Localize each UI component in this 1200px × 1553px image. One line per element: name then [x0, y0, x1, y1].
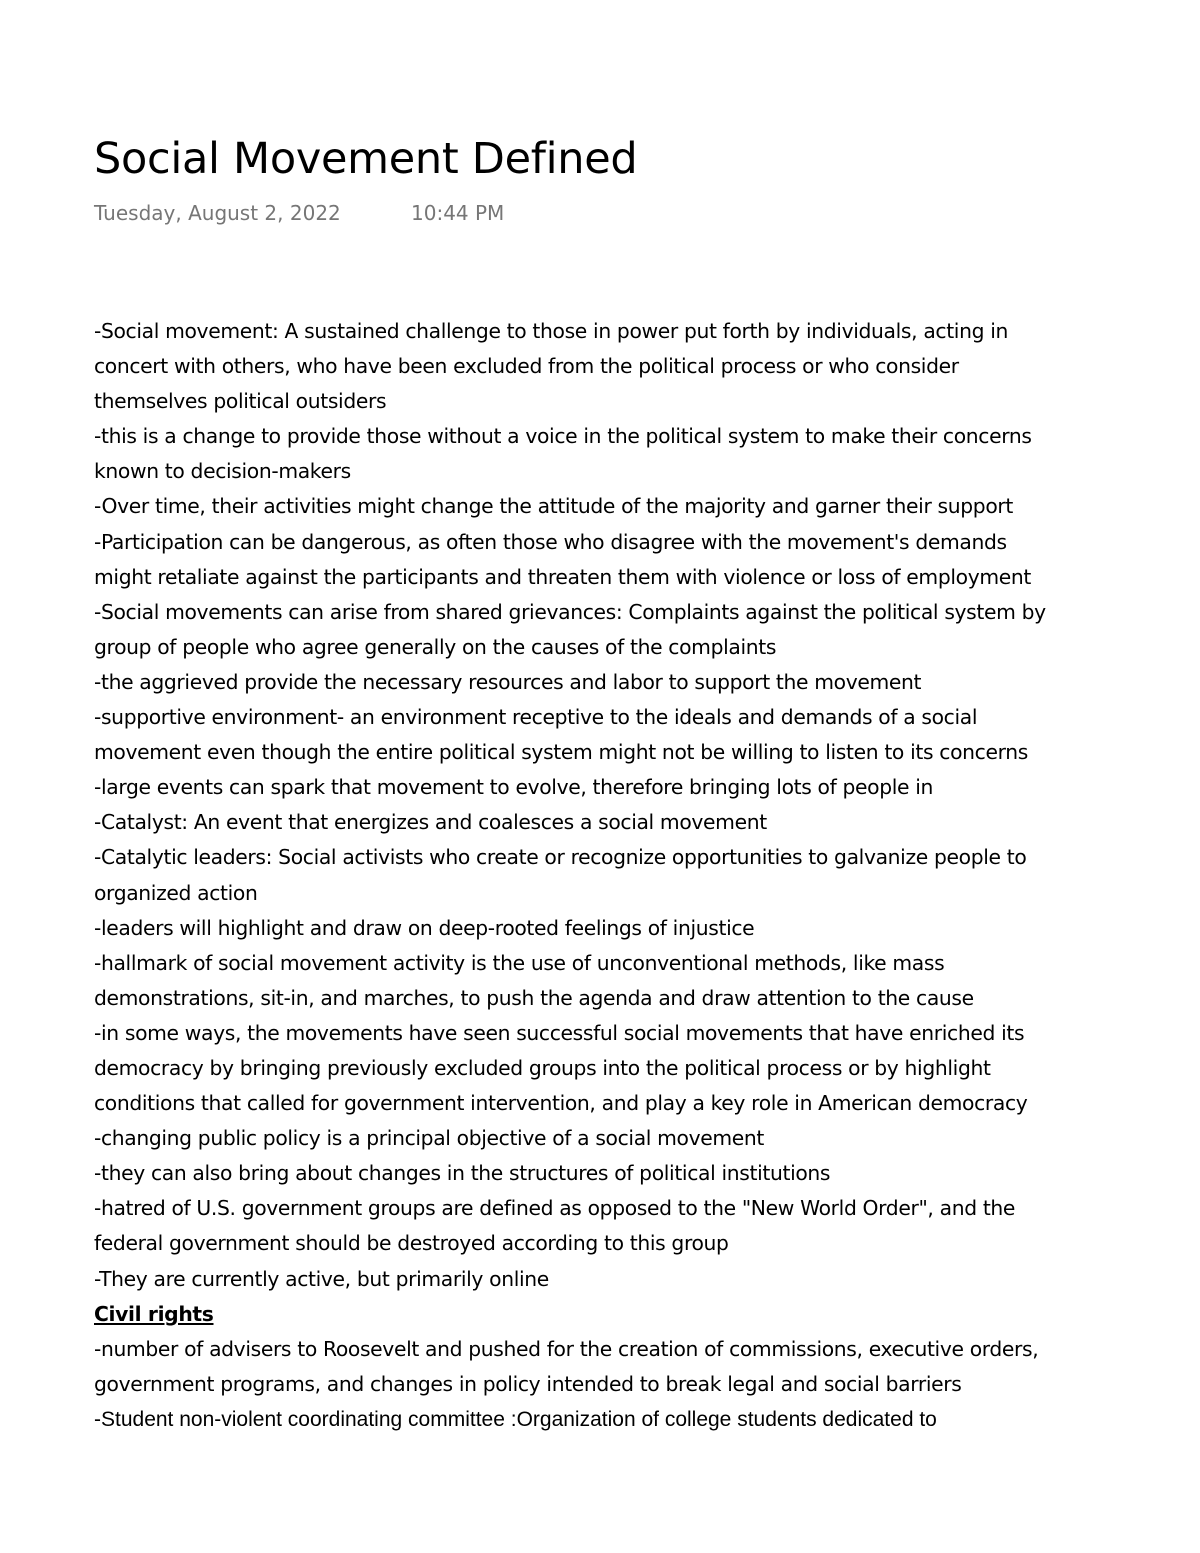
text-line: -this is a change to provide those without a voice in the political system to make their concerns — [94, 424, 1032, 449]
page-title: Social Movement Defined — [94, 134, 638, 184]
text-line: -Student non-violent coordinating committee :Organization of college students dedicated to — [94, 1407, 937, 1431]
text-line: -changing public policy is a principal objective of a social movement — [94, 1126, 765, 1151]
text-line: concert with others, who have been excluded from the political process or who consider — [94, 354, 959, 379]
text-line: -Over time, their activities might change the attitude of the majority and garner their support — [94, 494, 1013, 519]
text-line: -large events can spark that movement to evolve, therefore bringing lots of people in — [94, 775, 934, 800]
text-line: -Participation can be dangerous, as often those who disagree with the movement's demands — [94, 529, 1007, 554]
text-line: -supportive environment- an environment receptive to the ideals and demands of a social — [94, 705, 978, 730]
text-line: -in some ways, the movements have seen successful social movements that have enriched its — [94, 1020, 1025, 1045]
note-date: Tuesday, August 2, 2022 — [94, 201, 341, 225]
text-line: -hatred of U.S. government groups are defined as opposed to the "New World Order", and the — [94, 1196, 1016, 1221]
text-line: -number of advisers to Roosevelt and pushed for the creation of commissions, executive orders, — [94, 1336, 1039, 1361]
text-line: group of people who agree generally on the causes of the complaints — [94, 634, 777, 659]
text-line: -hallmark of social movement activity is the use of unconventional methods, like mass — [94, 950, 945, 975]
text-line: -the aggrieved provide the necessary resources and labor to support the movement — [94, 669, 922, 694]
text-line: democracy by bringing previously excluded groups into the political process or by highlight — [94, 1055, 991, 1080]
text-line: -Social movement: A sustained challenge to those in power put forth by individuals, acting in — [94, 319, 1009, 343]
text-line: organized action — [94, 880, 258, 905]
note-time: 10:44 PM — [411, 201, 505, 225]
text-line: -They are currently active, but primarily online — [94, 1266, 549, 1291]
note-body — [94, 314, 1200, 1437]
text-line: movement even though the entire political system might not be willing to listen to its concerns — [94, 740, 1028, 765]
section-heading: Civil rights — [94, 1301, 214, 1326]
text-line: -leaders will highlight and draw on deep-rooted feelings of injustice — [94, 915, 755, 940]
text-line: -Catalytic leaders: Social activists who create or recognize opportunities to galvanize people to — [94, 845, 1027, 870]
text-line: might retaliate against the participants and threaten them with violence or loss of employment — [94, 564, 1031, 589]
text-line: -they can also bring about changes in the structures of political institutions — [94, 1161, 831, 1186]
text-line: government programs, and changes in policy intended to break legal and social barriers — [94, 1371, 962, 1396]
text-line: -Social movements can arise from shared grievances: Complaints against the political system by — [94, 599, 1046, 624]
text-line: -Catalyst: An event that energizes and coalesces a social movement — [94, 810, 767, 835]
text-line: known to decision-makers — [94, 459, 351, 484]
text-line: demonstrations, sit-in, and marches, to push the agenda and draw attention to the cause — [94, 985, 974, 1010]
text-line: conditions that called for government intervention, and play a key role in American democracy — [94, 1091, 1028, 1116]
text-line: themselves political outsiders — [94, 389, 387, 414]
text-line: federal government should be destroyed according to this group — [94, 1231, 729, 1256]
